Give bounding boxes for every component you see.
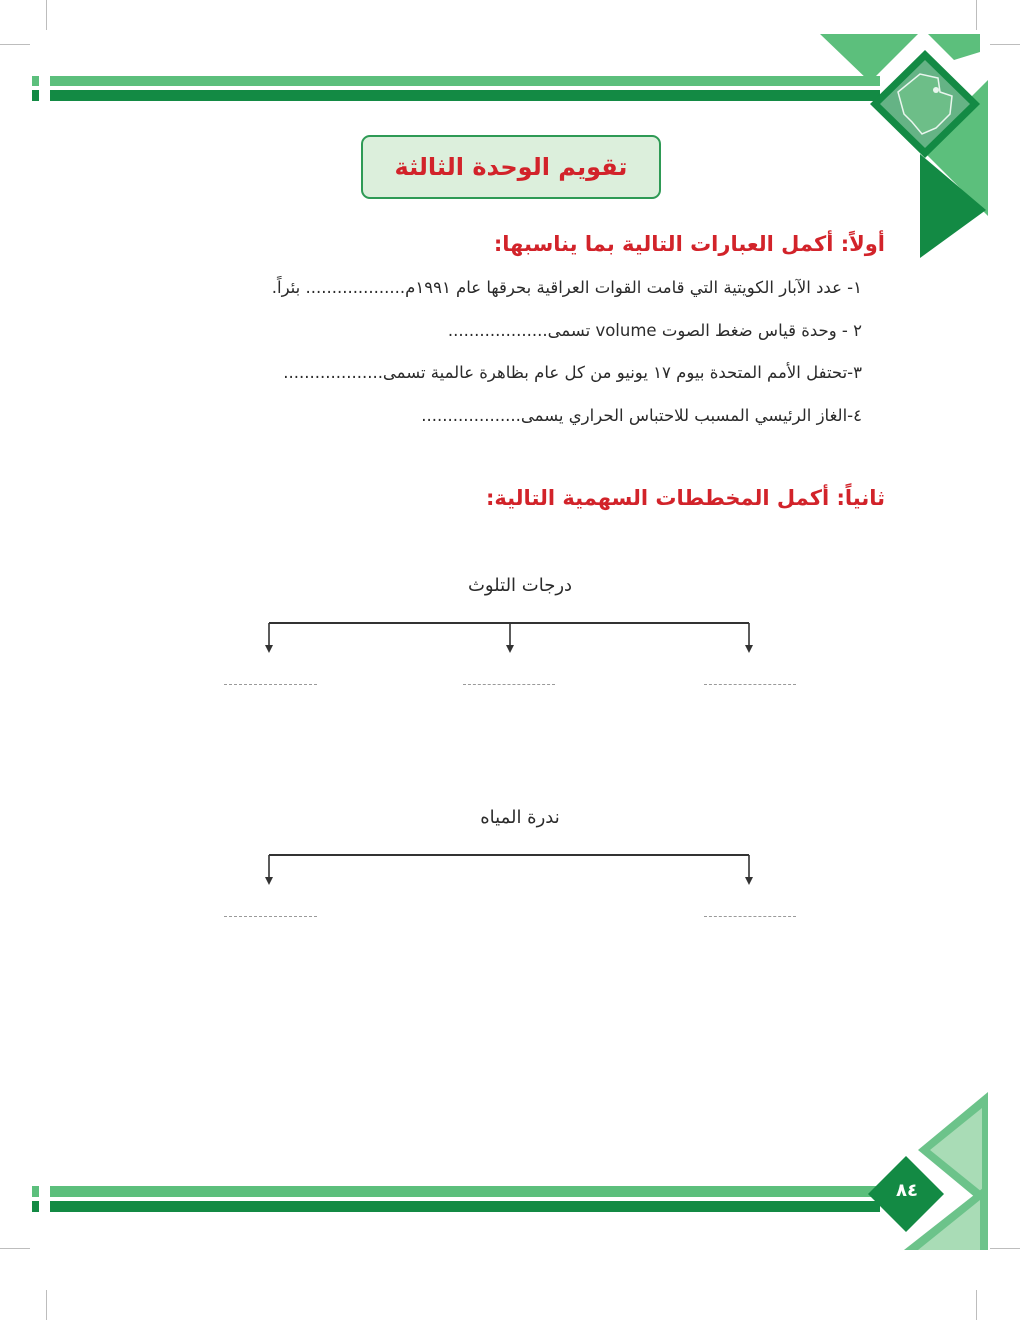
crop-mark	[990, 44, 1020, 45]
diagram2-blank-right[interactable]	[704, 916, 796, 917]
crop-mark	[0, 1248, 30, 1249]
crop-mark	[0, 44, 30, 45]
diagram1-blank-right[interactable]	[704, 684, 796, 685]
crop-mark	[990, 1248, 1020, 1249]
footer-decoration	[860, 1088, 990, 1254]
diagram2-blank-left[interactable]	[224, 916, 317, 917]
unit-title: تقويم الوحدة الثالثة	[394, 153, 628, 181]
header-decoration	[810, 30, 990, 260]
unit-title-box	[361, 135, 661, 199]
crop-mark	[46, 0, 47, 30]
diagram2-arrows	[255, 847, 765, 892]
question-1: ١- عدد الآبار الكويتية التي قامت القوات العراقية بحرقها عام ١٩٩١م................... بئراً.	[271, 278, 862, 297]
question-4: ٤-الغاز الرئيسي المسبب للاحتباس الحراري يسمى...................	[421, 406, 862, 425]
section2-heading: ثانياً: أكمل المخططات السهمية التالية:	[485, 486, 885, 510]
question-2: ٢ - وحدة قياس ضغط الصوت volume تسمى...................	[447, 321, 862, 340]
question-3: ٣-تحتفل الأمم المتحدة بيوم ١٧ يونيو من كل عام بظاهرة عالمية تسمى...................	[283, 363, 862, 382]
crop-mark	[976, 0, 977, 30]
diagram1-title: درجات التلوث	[467, 575, 573, 596]
section1-heading: أولاً: أكمل العبارات التالية بما يناسبها:	[493, 232, 885, 256]
diagram2-title: ندرة المياه	[480, 807, 560, 828]
crop-mark	[46, 1290, 47, 1320]
diagram1-blank-left[interactable]	[224, 684, 317, 685]
page-number: ٨٤	[896, 1180, 918, 1201]
crop-mark	[976, 1290, 977, 1320]
diagram1-blank-middle[interactable]	[463, 684, 555, 685]
diagram1-arrows	[255, 615, 765, 660]
